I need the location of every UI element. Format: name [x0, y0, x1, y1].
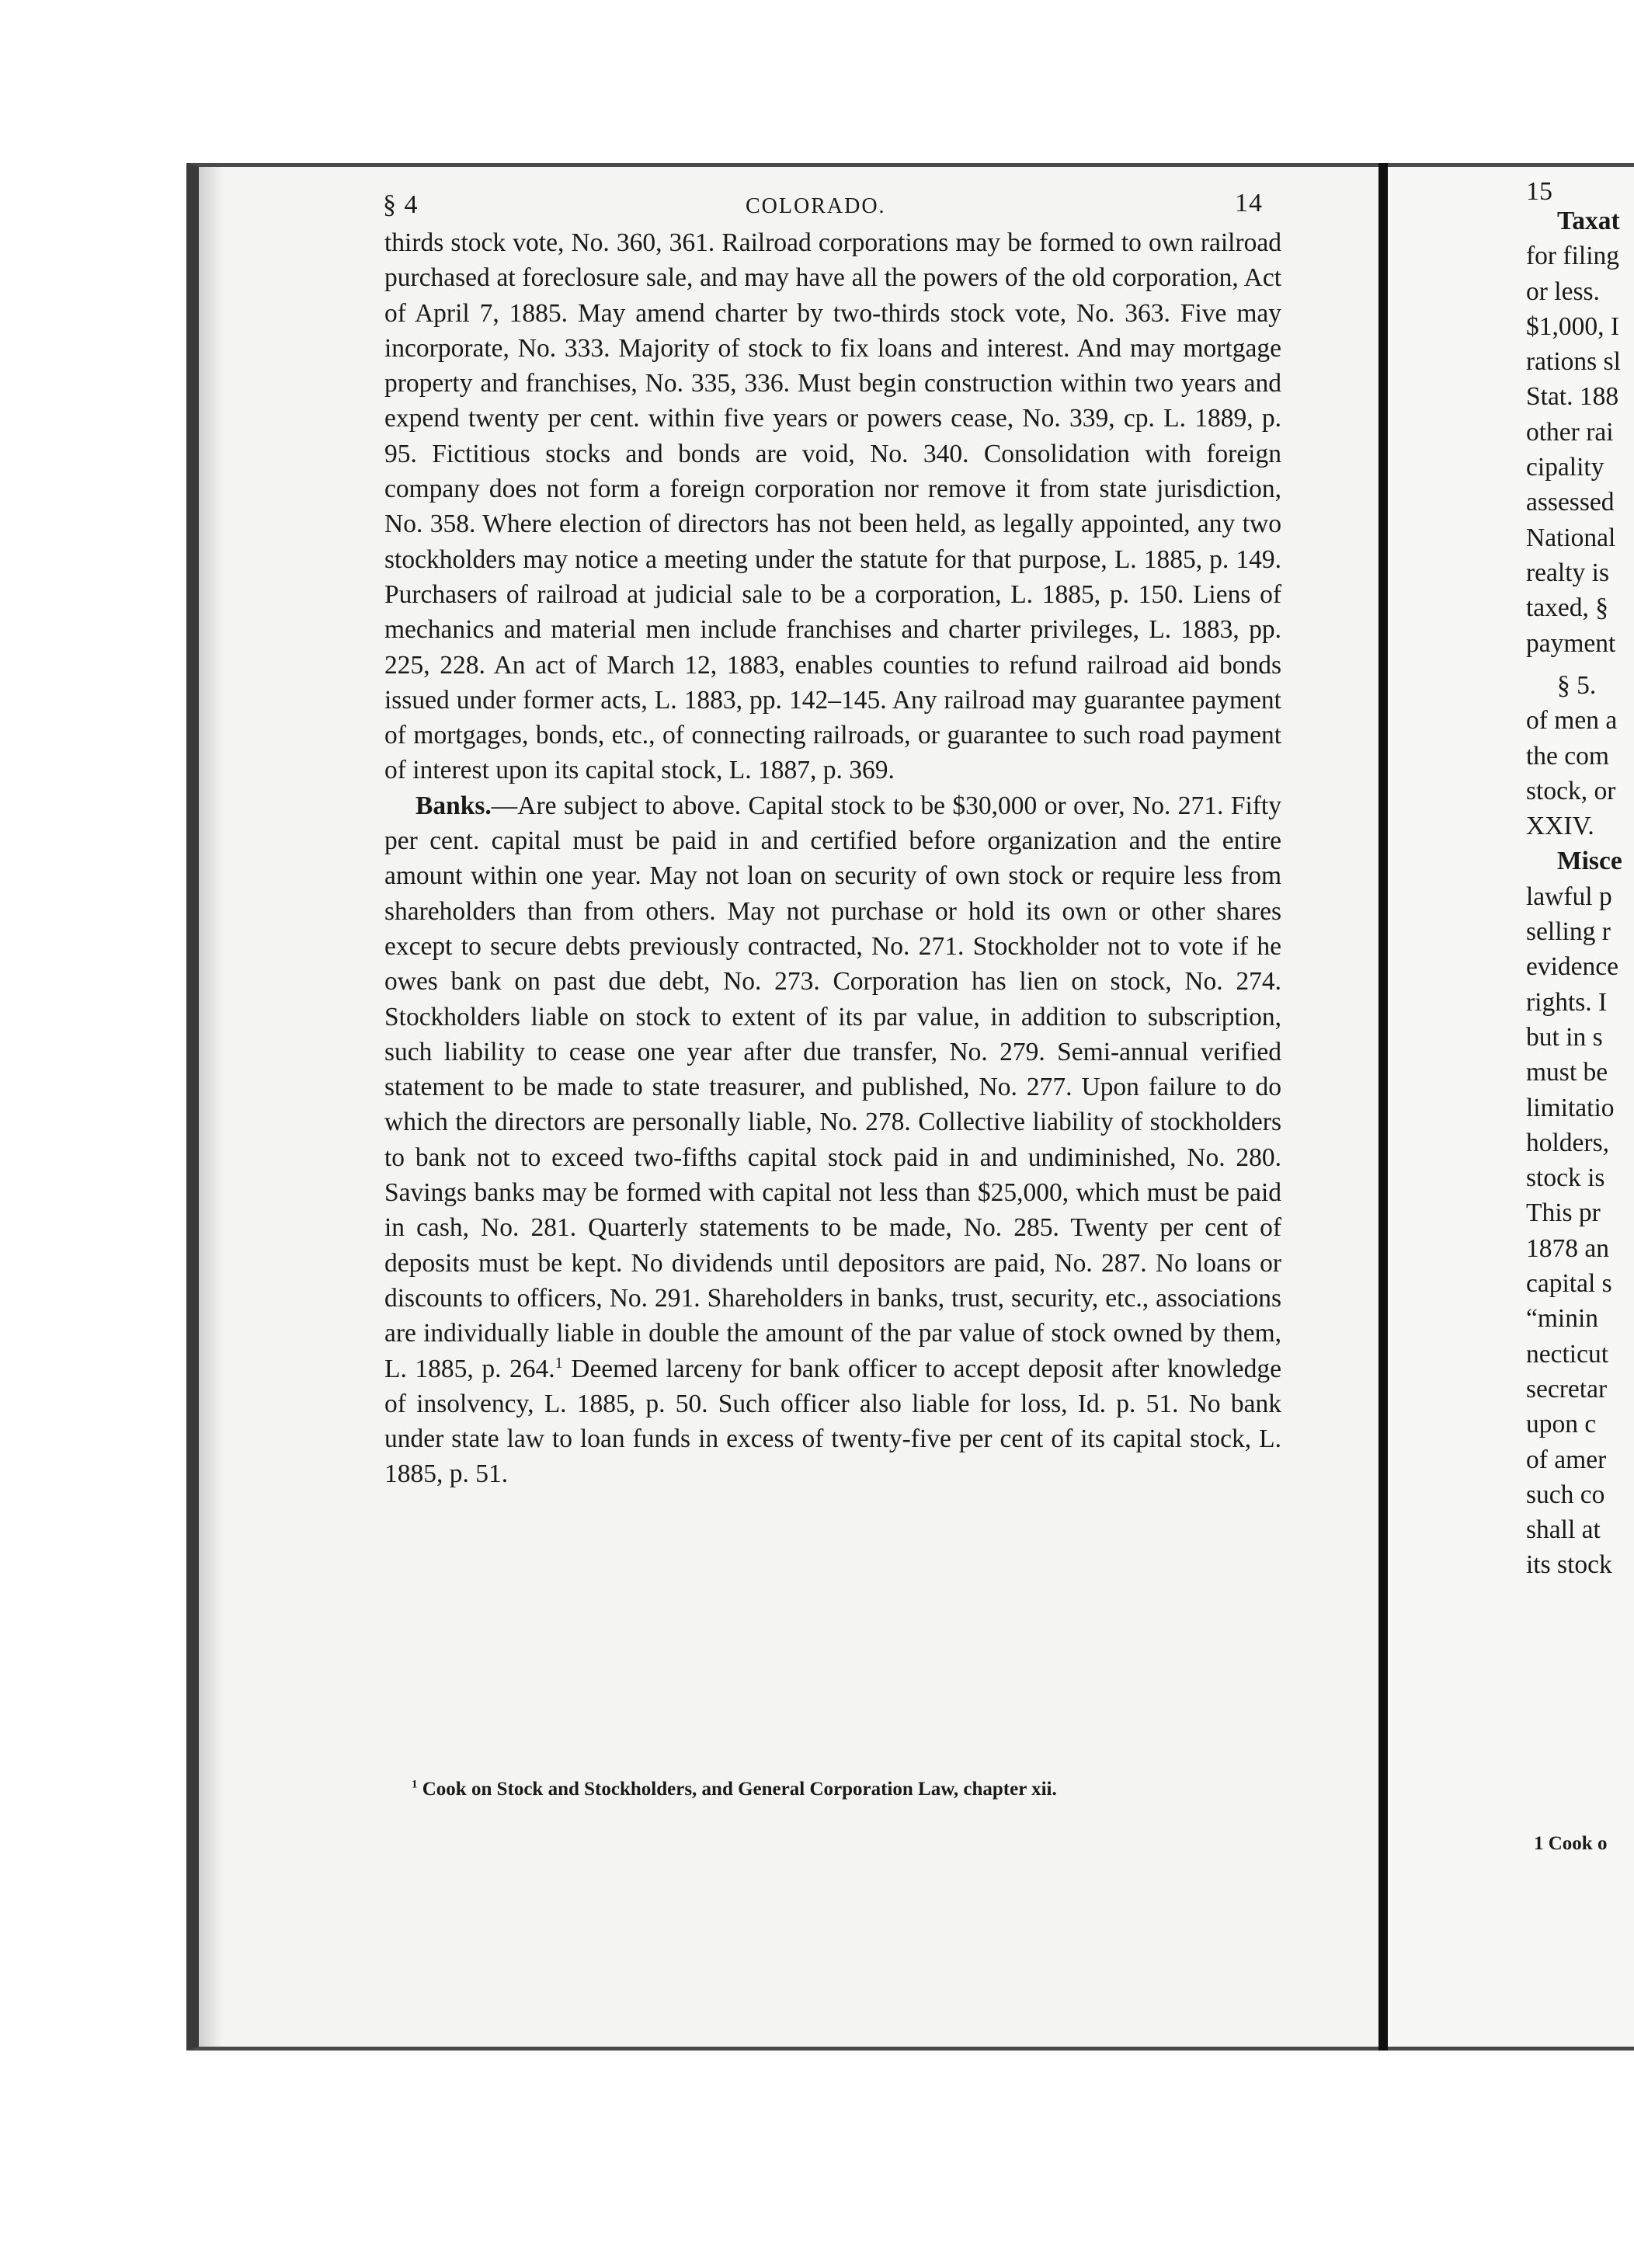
right-page-line: stock, or — [1526, 776, 1616, 805]
page-number-left: 14 — [1235, 189, 1263, 217]
right-page-line: its stock — [1526, 1550, 1612, 1580]
right-page-line: evidence — [1526, 952, 1619, 982]
right-page-line: XXIV. — [1526, 812, 1594, 841]
right-page-line: or less. — [1526, 277, 1600, 306]
right-page-line: § 5. — [1557, 671, 1597, 700]
right-page-line: assessed — [1526, 488, 1615, 517]
right-page-line: National — [1526, 523, 1616, 552]
right-page-line: Taxat — [1557, 207, 1620, 235]
paragraph-railroads: thirds stock vote, No. 360, 361. Railroad corporations may be formed to own railroad purchased at foreclosure sale, and may have all the powers of the old corporation, Act of April 7, 1885. May amend charter by two-thirds stock vote, No. 363. Five may incorporate, No. 333. Majority of stock to fix loans and interest. And may mortgage property and franchises, No. 335, 336. Must begin construction within two years and expend twenty per cent. within five years or powers cease, No. 339, cp. L. 1889, p. 95. Fictitious stocks and bonds are void, No. 340. Consolidation with foreign company does not form a foreign corporation nor remove it from state jurisdiction, No. 358. Where election of directors has not been held, as legally appointed, any two stockholders may notice a meeting under the statute for that purpose, L. 1885, p. 149. Purchasers of railroad at judicial sale to be a corporation, L. 1885, p. 150. Liens of mechanics and material men include franchises and charter privileges, L. 1883, pp. 225, 228. An act of March 12, 1883, enables counties to refund railroad aid bonds issued under former acts, L. 1883, pp. 142–145. Any railroad may guarantee payment of mortgages, bonds, etc., of connecting railroads, or guarantee to such road payment of interest upon its capital stock, L. 1887, p. 369. — [384, 228, 1281, 785]
right-page-column-bottom — [1526, 668, 1634, 1583]
right-page-line: payment — [1526, 628, 1616, 658]
book-gutter — [1378, 163, 1388, 2051]
right-page-line: rights. I — [1526, 987, 1608, 1017]
right-page-line: secretar — [1526, 1374, 1608, 1404]
footnote-mark: 1 — [412, 1778, 418, 1791]
right-page-line: realty is — [1526, 558, 1609, 587]
page-number-right: 15 — [1526, 177, 1552, 206]
right-page-line: upon c — [1526, 1410, 1597, 1439]
footnote-text: Cook on Stock and Stockholders, and General Corporation Law, chapter xii. — [417, 1779, 1057, 1800]
banks-heading: Banks. — [415, 791, 492, 820]
right-page-line: of men a — [1526, 706, 1618, 736]
right-page-line: “minin — [1526, 1304, 1599, 1334]
running-title: COLORADO. — [746, 194, 886, 218]
right-page-line: This pr — [1526, 1198, 1601, 1228]
banks-text-continued: Deemed larceny for bank officer to accept deposit after knowledge of insolvency, L. 1885, p. 50. Such officer also liable for loss, Id. p. 51. No bank under state law to loan funds in excess of twenty-five per cent of its capital stock, L. 1885, p. 51. — [384, 1354, 1281, 1489]
right-page-line: Stat. 188 — [1526, 382, 1619, 412]
banks-text: —Are subject to above. Capital stock to be $30,000 or over, No. 271. Fifty per cent. capital must be paid in and certified before organization and the entire amount within one year. May not loan on security of own stock or require less from shareholders than from others. May not purchase or hold its own or other shares except to secure debts previously contracted, No. 271. Stockholder not to vote if he owes bank on past due debt, No. 273. Corporation has lien on stock, No. 274. Stockholders liable on stock to extent of its par value, in addition to subscription, such liability to cease one year after due transfer, No. 279. Semi-annual verified statement to be made to state treasurer, and published, No. 277. Upon failure to do which the directors are personally liable, No. 278. Collective liability of stockholders to bank not to exceed two-fifths capital stock paid in and undiminished, No. 280. Savings banks may be formed with capital not less than $25,000, which must be paid in cash, No. 281. Quarterly statements to be made, No. 285. Twenty per cent of deposits must be kept. No dividends until depositors are paid, No. 287. No loans or discounts to officers, No. 291. Shareholders in banks, trust, security, etc., associations are individually liable in double the amount of the par value of stock owned by them, L. 1885, p. 264. — [384, 791, 1281, 1383]
right-page-line: cipality — [1526, 453, 1604, 482]
right-page-line: other rai — [1526, 417, 1614, 447]
right-page-line: shall at — [1526, 1515, 1601, 1545]
right-page-column-top — [1526, 203, 1634, 661]
right-page-footnote: 1 Cook o — [1534, 1833, 1608, 1854]
right-page-line: must be — [1526, 1058, 1608, 1087]
right-page-line: $1,000, I — [1526, 311, 1620, 341]
right-page-line: such co — [1526, 1480, 1605, 1509]
right-page-line: taxed, § — [1526, 593, 1609, 623]
right-page-line: 1878 an — [1526, 1233, 1609, 1263]
right-page-line: holders, — [1526, 1128, 1609, 1157]
right-page-line: lawful p — [1526, 882, 1612, 911]
paragraph-banks — [384, 788, 1281, 1492]
right-page-line: of amer — [1526, 1445, 1607, 1474]
right-page-line: stock is — [1526, 1164, 1605, 1193]
left-page-body — [384, 225, 1281, 1492]
page-edge-shadow — [199, 167, 222, 2047]
right-page-line: capital s — [1526, 1269, 1612, 1299]
right-page-line: selling r — [1526, 917, 1611, 947]
right-page-line: for filing — [1526, 242, 1620, 271]
right-page-line: Misce — [1557, 847, 1622, 876]
right-page-line: but in s — [1526, 1022, 1603, 1052]
section-mark: § 4 — [383, 190, 419, 219]
right-page-line: the com — [1526, 741, 1609, 770]
footnote — [412, 1779, 1281, 1800]
footnote-reference: 1 — [555, 1354, 563, 1372]
right-page-line: limitatio — [1526, 1093, 1615, 1122]
right-page-line: necticut — [1526, 1339, 1609, 1369]
right-page-line: rations sl — [1526, 347, 1621, 377]
